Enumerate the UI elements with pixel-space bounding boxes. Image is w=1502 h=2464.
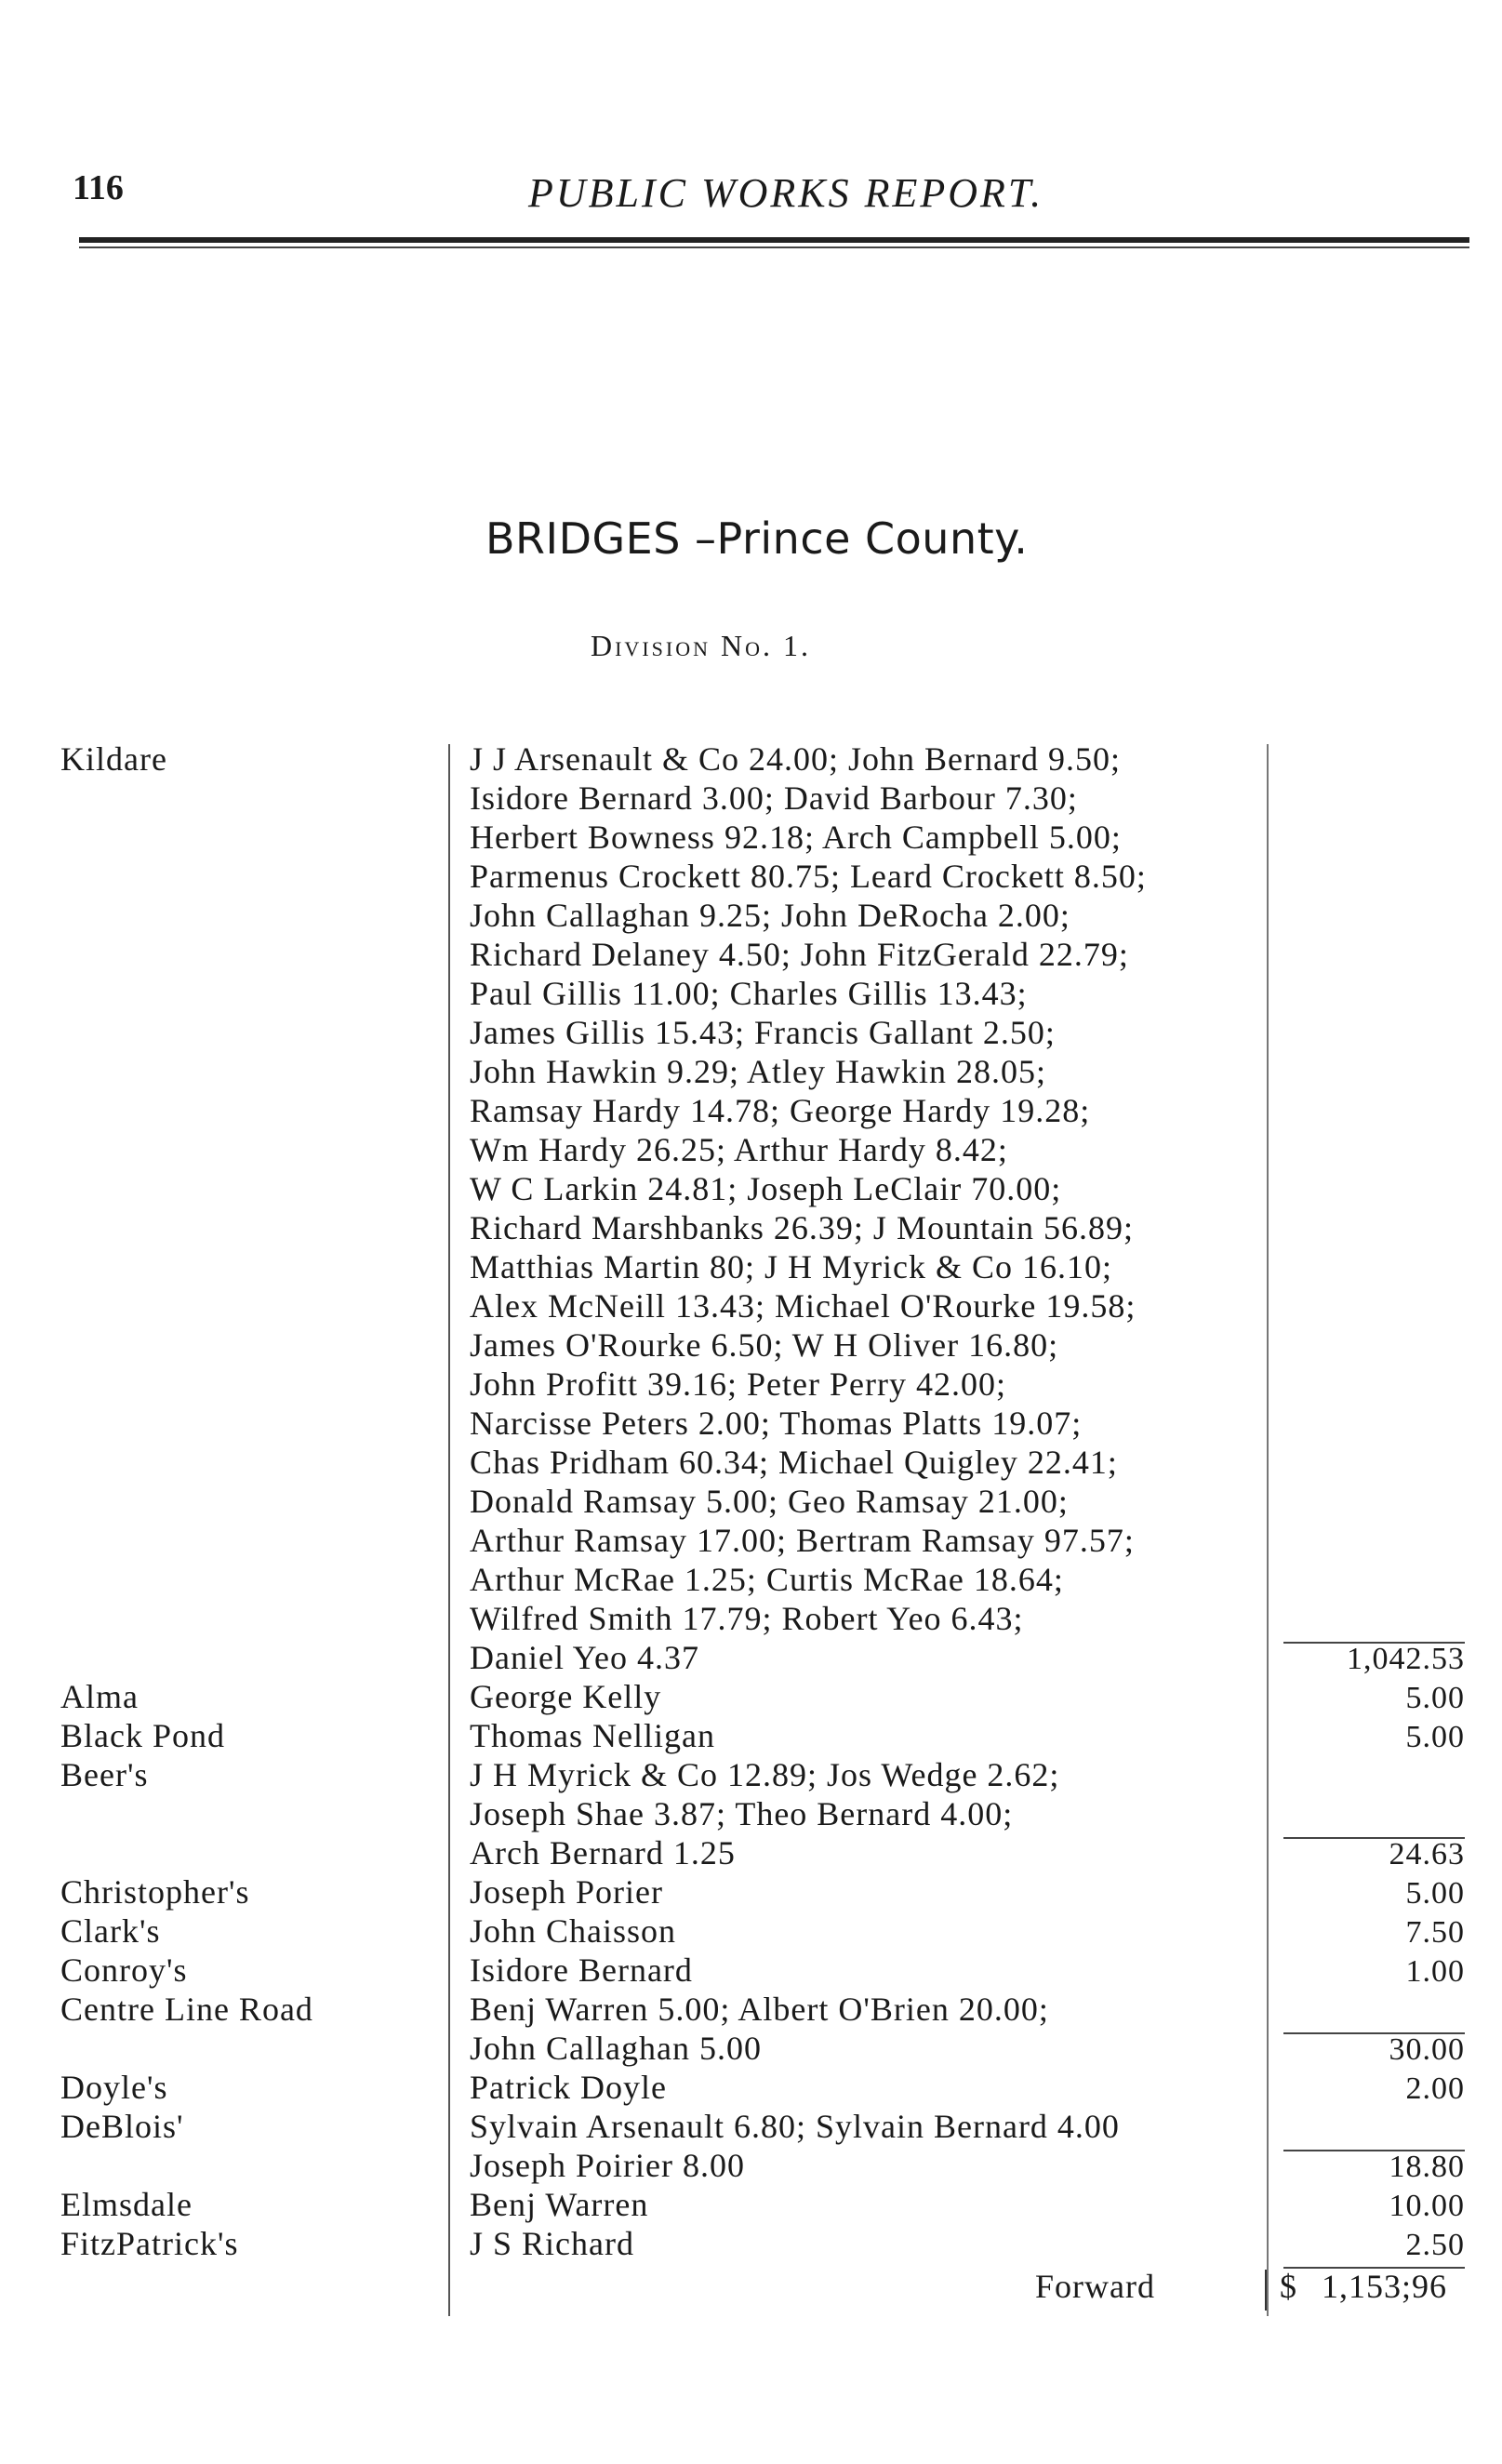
- entry-line: Arch Bernard 1.25: [470, 1834, 736, 1871]
- entry-line: Donald Ramsay 5.00; Geo Ramsay 21.00;: [470, 1483, 1069, 1520]
- currency-symbol: $: [1280, 2268, 1297, 2305]
- amount-value: 1.00: [1405, 1954, 1465, 1989]
- entry-line: John Hawkin 9.29; Atley Hawkin 28.05;: [470, 1053, 1046, 1090]
- entry-line: Herbert Bowness 92.18; Arch Campbell 5.00;: [470, 819, 1122, 856]
- amount-value: 10.00: [1389, 2189, 1465, 2223]
- place-name: Black Pond: [60, 1717, 225, 1754]
- payee-entries: [470, 739, 1147, 2263]
- place-name: Christopher's: [60, 1873, 250, 1911]
- amount-value: 2.50: [1405, 2228, 1465, 2262]
- entry-line: Arthur McRae 1.25; Curtis McRae 18.64;: [470, 1561, 1064, 1598]
- total-bracket: [1265, 2270, 1267, 2311]
- entry-line: Sylvain Arsenault 6.80; Sylvain Bernard 4.00: [470, 2108, 1120, 2145]
- entry-line: Joseph Poirier 8.00: [470, 2147, 745, 2184]
- entry-line: Paul Gillis 11.00; Charles Gillis 13.43;: [470, 975, 1028, 1012]
- entry-line: Richard Marshbanks 26.39; J Mountain 56.89;: [470, 1209, 1134, 1246]
- entry-line: Isidore Bernard 3.00; David Barbour 7.30;: [470, 779, 1078, 817]
- place-name: DeBlois': [60, 2108, 184, 2145]
- entry-line: Wilfred Smith 17.79; Robert Yeo 6.43;: [470, 1600, 1024, 1637]
- amount-value: 30.00: [1389, 2032, 1465, 2067]
- place-name: Clark's: [60, 1912, 161, 1950]
- place-name: Kildare: [60, 740, 167, 778]
- header-rule-thin: [79, 246, 1469, 248]
- entry-line: Arthur Ramsay 17.00; Bertram Ramsay 97.57;: [470, 1522, 1135, 1559]
- entry-line: John Callaghan 5.00: [470, 2030, 762, 2067]
- place-name: Doyle's: [60, 2069, 168, 2106]
- entry-line: Matthias Martin 80; J H Myrick & Co 16.10;: [470, 1248, 1112, 1285]
- entry-line: Narcisse Peters 2.00; Thomas Platts 19.07;: [470, 1405, 1083, 1442]
- amount-value: 2.00: [1405, 2071, 1465, 2106]
- entry-line: Joseph Porier: [470, 1873, 663, 1911]
- amount-value: 1,042.53: [1347, 1642, 1465, 1676]
- entry-line: Daniel Yeo 4.37: [470, 1639, 699, 1676]
- entry-line: George Kelly: [470, 1678, 662, 1715]
- entry-line: Richard Delaney 4.50; John FitzGerald 22.79;: [470, 936, 1129, 973]
- entry-line: W C Larkin 24.81; Joseph LeClair 70.00;: [470, 1170, 1062, 1207]
- column-divider-left: [448, 744, 450, 2316]
- place-name: Alma: [60, 1678, 139, 1715]
- entry-line: Alex McNeill 13.43; Michael O'Rourke 19.58;: [470, 1287, 1136, 1325]
- page-number: 116: [73, 168, 124, 207]
- entry-line: Parmenus Crockett 80.75; Leard Crockett 8.50;: [470, 858, 1147, 895]
- entry-line: John Chaisson: [470, 1912, 677, 1950]
- amount-value: 18.80: [1389, 2150, 1465, 2184]
- entry-line: Joseph Shae 3.87; Theo Bernard 4.00;: [470, 1795, 1014, 1832]
- entry-line: James Gillis 15.43; Francis Gallant 2.50;: [470, 1014, 1056, 1051]
- entry-line: Benj Warren 5.00; Albert O'Brien 20.00;: [470, 1991, 1049, 2028]
- entry-line: James O'Rourke 6.50; W H Oliver 16.80;: [470, 1326, 1059, 1364]
- running-header: PUBLIC WORKS REPORT.: [528, 170, 1044, 216]
- entry-line: John Callaghan 9.25; John DeRocha 2.00;: [470, 897, 1070, 934]
- amount-value: 5.00: [1405, 1720, 1465, 1754]
- column-divider-right: [1267, 744, 1269, 2316]
- place-name: FitzPatrick's: [60, 2225, 239, 2262]
- entry-line: J J Arsenault & Co 24.00; John Bernard 9.50;: [470, 740, 1121, 778]
- total-amount: 1,153;96: [1322, 2268, 1448, 2305]
- amount-value: 24.63: [1389, 1837, 1465, 1871]
- place-name: Centre Line Road: [60, 1991, 313, 2028]
- amount-value: 5.00: [1405, 1681, 1465, 1715]
- entry-line: John Profitt 39.16; Peter Perry 42.00;: [470, 1365, 1006, 1403]
- entry-line: Wm Hardy 26.25; Arthur Hardy 8.42;: [470, 1131, 1008, 1168]
- section-title: BRIDGES –Prince County.: [485, 513, 1029, 564]
- place-name: Elmsdale: [60, 2186, 193, 2223]
- entry-line: Thomas Nelligan: [470, 1717, 715, 1754]
- place-name: Beer's: [60, 1756, 149, 1793]
- entry-line: J H Myrick & Co 12.89; Jos Wedge 2.62;: [470, 1756, 1060, 1793]
- entry-line: Patrick Doyle: [470, 2069, 667, 2106]
- forward-label: Forward: [1035, 2268, 1155, 2305]
- amount-value: 5.00: [1405, 1876, 1465, 1911]
- division-heading: Division No. 1.: [591, 629, 811, 662]
- entry-line: J S Richard: [470, 2225, 634, 2262]
- header-rule: [79, 237, 1469, 243]
- entry-line: Chas Pridham 60.34; Michael Quigley 22.41;: [470, 1444, 1118, 1481]
- entry-line: Ramsay Hardy 14.78; George Hardy 19.28;: [470, 1092, 1091, 1129]
- entry-line: Isidore Bernard: [470, 1951, 693, 1989]
- place-name: Conroy's: [60, 1951, 188, 1989]
- amount-value: 7.50: [1405, 1915, 1465, 1950]
- entry-line: Benj Warren: [470, 2186, 649, 2223]
- forward-total: [1265, 2267, 1447, 2311]
